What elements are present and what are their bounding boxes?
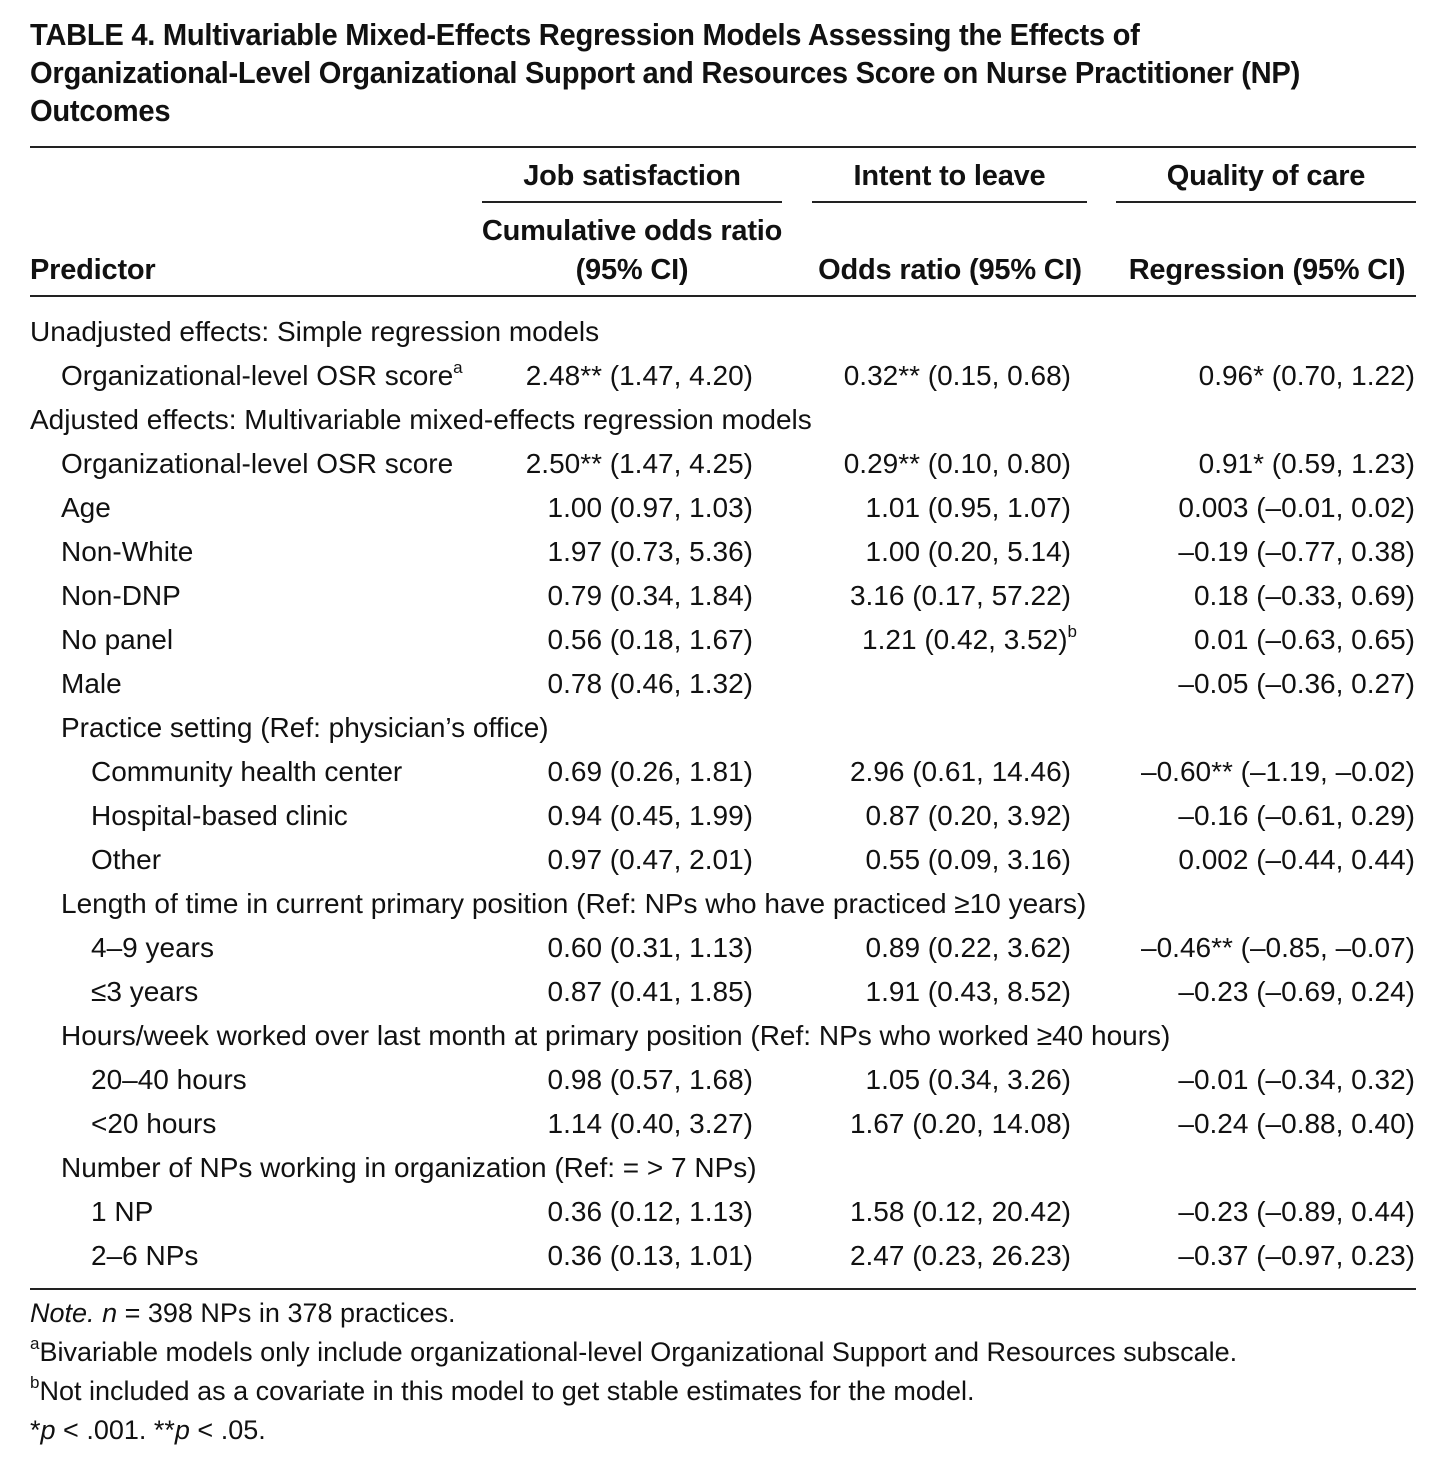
table-cell-c3 (1178, 798, 1415, 834)
cell-value: 0.003 (–0.01, 0.02) (1178, 492, 1415, 523)
cell-value: 0.97 (0.47, 2.01) (547, 844, 753, 875)
note-label: Note. (30, 1298, 95, 1328)
table-cell-c1 (548, 666, 753, 702)
cell-value: –0.19 (–0.77, 0.38) (1178, 536, 1415, 567)
table-cell-c3 (1141, 754, 1415, 790)
table-cell-c2 (844, 446, 1071, 482)
table-caption: TABLE 4. Multivariable Mixed-Effects Regression Models Assessing the Effects of Organizational-Level Organizational Support and Resources Score on Nurse Practitioner (NP) Outcomes (30, 17, 1300, 128)
subheader-quality: Regression (95% CI) (1128, 254, 1406, 286)
row-label (61, 490, 111, 526)
cell-value: –0.05 (–0.36, 0.27) (1178, 668, 1415, 699)
cell-value: 0.94 (0.45, 1.99) (547, 800, 753, 831)
table-cell-c2 (866, 798, 1071, 834)
table-cell-c1 (548, 1062, 753, 1098)
cell-value: 0.32** (0.15, 0.68) (843, 360, 1071, 391)
cell-value: –0.23 (–0.89, 0.44) (1178, 1196, 1415, 1227)
row-label-text: Community health center (91, 756, 403, 787)
row-label-text: Hours/week worked over last month at primary position (Ref: NPs who worked ≥40 hours) (61, 1020, 1171, 1051)
row-label (91, 842, 161, 878)
table-cell-c3 (1178, 490, 1415, 526)
cell-value: –0.23 (–0.69, 0.24) (1178, 976, 1415, 1007)
table-cell-c3 (1178, 1194, 1415, 1230)
table-cell-c3 (1178, 842, 1415, 878)
table-cell-c1 (548, 622, 753, 658)
cell-value: 3.16 (0.17, 57.22) (849, 580, 1071, 611)
cell-value: 1.00 (0.20, 5.14) (865, 536, 1071, 567)
cell-footnote: b (1067, 621, 1077, 641)
note-pvalues (30, 1413, 266, 1447)
row-label-text: No panel (61, 624, 174, 655)
row-label (91, 1062, 247, 1098)
table-cell-c2 (850, 1194, 1071, 1230)
group-underline-job (482, 201, 782, 203)
row-label-text: Age (61, 492, 111, 523)
table-cell-c1 (548, 534, 753, 570)
table-cell-c1 (548, 842, 753, 878)
note-p1-var: p (40, 1415, 56, 1445)
cell-value: 0.98 (0.57, 1.68) (547, 1064, 753, 1095)
table-cell-c3 (1194, 578, 1415, 614)
cell-value: 0.29** (0.10, 0.80) (843, 448, 1071, 479)
bottom-rule (30, 1288, 1416, 1290)
header-quality-of-care: Quality of care (1166, 160, 1366, 192)
row-label-text: Non-White (61, 536, 194, 567)
table-cell-c1 (548, 930, 753, 966)
cell-value: 0.87 (0.20, 3.92) (865, 800, 1071, 831)
row-label-text: Non-DNP (61, 580, 181, 611)
row-label-text: Length of time in current primary position (Ref: NPs who have practiced ≥10 years) (61, 888, 1087, 919)
row-label (91, 1106, 216, 1142)
row-label (91, 974, 198, 1010)
subheader-job-line1: Cumulative odds ratio (481, 215, 783, 247)
table-cell-c3 (1194, 622, 1415, 658)
cell-value: –0.46** (–0.85, –0.07) (1141, 932, 1415, 963)
table-cell-c2 (850, 578, 1071, 614)
note-b-text: Not included as a covariate in this model to get stable estimates for the model. (39, 1376, 975, 1406)
note-p2-star: ** (153, 1415, 175, 1445)
table-cell-c2 (866, 974, 1071, 1010)
header-rule (30, 295, 1416, 297)
row-label (30, 314, 599, 350)
note-b-sup: b (30, 1373, 40, 1392)
row-label (61, 578, 181, 614)
row-label-text: Organizational-level OSR score (61, 360, 454, 391)
row-label-text: Unadjusted effects: Simple regression models (30, 316, 600, 347)
table-cell-c3 (1178, 1062, 1415, 1098)
table-cell-c2 (866, 842, 1071, 878)
table-cell-c1 (548, 1194, 753, 1230)
row-label (91, 798, 348, 834)
table-cell-c3 (1178, 974, 1415, 1010)
group-underline-intent (812, 201, 1087, 203)
row-label (61, 622, 173, 658)
top-rule (30, 146, 1416, 148)
note-b (30, 1374, 974, 1408)
cell-value: –0.37 (–0.97, 0.23) (1178, 1240, 1415, 1271)
cell-value: 0.36 (0.13, 1.01) (547, 1240, 753, 1271)
row-label-text: 4–9 years (91, 932, 214, 963)
row-label-text: Organizational-level OSR score (61, 448, 454, 479)
row-label (61, 358, 463, 394)
cell-value: 2.47 (0.23, 26.23) (849, 1240, 1071, 1271)
table-cell-c3 (1199, 446, 1415, 482)
table-cell-c1 (548, 974, 753, 1010)
cell-value: 0.89 (0.22, 3.62) (865, 932, 1071, 963)
cell-value: 1.67 (0.20, 14.08) (849, 1108, 1071, 1139)
cell-value: 0.60 (0.31, 1.13) (547, 932, 753, 963)
table-cell-c2 (850, 1238, 1071, 1274)
row-label (91, 1194, 153, 1230)
row-label-footnote: a (453, 357, 463, 377)
row-label-text: Practice setting (Ref: physician’s office) (61, 712, 549, 743)
table-cell-c1 (548, 490, 753, 526)
cell-value: 0.69 (0.26, 1.81) (547, 756, 753, 787)
note-p2-var: p (174, 1415, 190, 1445)
row-label-text: 1 NP (91, 1196, 154, 1227)
row-label (61, 710, 549, 746)
cell-value: –0.01 (–0.34, 0.32) (1178, 1064, 1415, 1095)
cell-value: –0.16 (–0.61, 0.29) (1178, 800, 1415, 831)
table-cell-c2 (866, 930, 1071, 966)
note-p1-star: * (30, 1415, 41, 1445)
cell-value: 0.01 (–0.63, 0.65) (1193, 624, 1415, 655)
row-label-text: <20 hours (91, 1108, 217, 1139)
table-cell-c1 (548, 1238, 753, 1274)
row-label-text: Adjusted effects: Multivariable mixed-effects regression models (30, 404, 812, 435)
cell-value: –0.24 (–0.88, 0.40) (1178, 1108, 1415, 1139)
cell-value: 1.00 (0.97, 1.03) (547, 492, 753, 523)
row-label-text: Hospital-based clinic (91, 800, 348, 831)
row-label (61, 1150, 757, 1186)
cell-value: 1.91 (0.43, 8.52) (865, 976, 1071, 1007)
row-label (61, 446, 453, 482)
table-cell-c2 (850, 1106, 1071, 1142)
table-cell-c1 (548, 1106, 753, 1142)
cell-value: 1.01 (0.95, 1.07) (865, 492, 1071, 523)
table-cell-c1 (548, 578, 753, 614)
table-cell-c2 (844, 358, 1071, 394)
row-label (91, 754, 402, 790)
note-a-text: Bivariable models only include organizational-level Organizational Support and Resources subscale. (39, 1337, 1238, 1367)
cell-value: 0.78 (0.46, 1.32) (547, 668, 753, 699)
header-predictor: Predictor (30, 254, 156, 286)
subheader-intent: Odds ratio (95% CI) (818, 254, 1082, 286)
note-n-text: = 398 NPs in 378 practices. (117, 1298, 456, 1328)
row-label (61, 1018, 1170, 1054)
table-cell-c3 (1178, 1106, 1415, 1142)
subheader-job-line2: (95% CI) (575, 254, 689, 286)
table-cell-c2 (866, 534, 1071, 570)
note-p2-text: < .05. (189, 1415, 266, 1445)
row-label (61, 534, 193, 570)
row-label (61, 666, 122, 702)
note-sample (30, 1296, 456, 1330)
table-cell-c3 (1178, 666, 1415, 702)
cell-value: 1.14 (0.40, 3.27) (547, 1108, 753, 1139)
header-intent-to-leave: Intent to leave (853, 160, 1046, 192)
note-n-var: n (102, 1298, 118, 1328)
row-label (30, 402, 812, 438)
table-cell-c3 (1178, 534, 1415, 570)
row-label-text: ≤3 years (91, 976, 199, 1007)
header-job-satisfaction: Job satisfaction (523, 160, 741, 192)
cell-value: 0.87 (0.41, 1.85) (547, 976, 753, 1007)
cell-value: 0.56 (0.18, 1.67) (547, 624, 753, 655)
row-label-text: Male (61, 668, 122, 699)
table-cell-c2 (866, 1062, 1071, 1098)
table-cell-c1 (548, 798, 753, 834)
table-cell-c2 (862, 622, 1077, 658)
cell-value: 0.002 (–0.44, 0.44) (1178, 844, 1415, 875)
row-label (61, 886, 1086, 922)
table-cell-c1 (526, 446, 753, 482)
cell-value: 2.96 (0.61, 14.46) (849, 756, 1071, 787)
cell-value: 1.05 (0.34, 3.26) (865, 1064, 1071, 1095)
cell-value: –0.60** (–1.19, –0.02) (1141, 756, 1415, 787)
table-cell-c2 (866, 490, 1071, 526)
cell-value: 1.58 (0.12, 20.42) (849, 1196, 1071, 1227)
cell-value: 0.91* (0.59, 1.23) (1198, 448, 1415, 479)
note-a (30, 1335, 1237, 1369)
cell-value: 0.79 (0.34, 1.84) (547, 580, 753, 611)
row-label-text: 20–40 hours (91, 1064, 247, 1095)
cell-value: 2.50** (1.47, 4.25) (525, 448, 753, 479)
row-label (91, 1238, 198, 1274)
table-cell-c3 (1141, 930, 1415, 966)
cell-value: 2.48** (1.47, 4.20) (525, 360, 753, 391)
cell-value: 0.96* (0.70, 1.22) (1198, 360, 1415, 391)
cell-value: 0.36 (0.12, 1.13) (547, 1196, 753, 1227)
note-a-sup: a (30, 1334, 40, 1353)
row-label-text: Number of NPs working in organization (Ref: = > 7 NPs) (61, 1152, 757, 1183)
cell-value: 0.18 (–0.33, 0.69) (1193, 580, 1415, 611)
table-cell-c2 (850, 754, 1071, 790)
row-label-text: Other (91, 844, 162, 875)
row-label (91, 930, 214, 966)
row-label-text: 2–6 NPs (91, 1240, 199, 1271)
table-cell-c3 (1199, 358, 1415, 394)
table-cell-c1 (548, 754, 753, 790)
cell-value: 1.21 (0.42, 3.52) (862, 624, 1068, 655)
cell-value: 0.55 (0.09, 3.16) (865, 844, 1071, 875)
cell-value: 1.97 (0.73, 5.36) (547, 536, 753, 567)
group-underline-quality (1116, 201, 1416, 203)
table-cell-c1 (526, 358, 753, 394)
table-cell-c3 (1178, 1238, 1415, 1274)
note-p1-text: < .001. (55, 1415, 154, 1445)
